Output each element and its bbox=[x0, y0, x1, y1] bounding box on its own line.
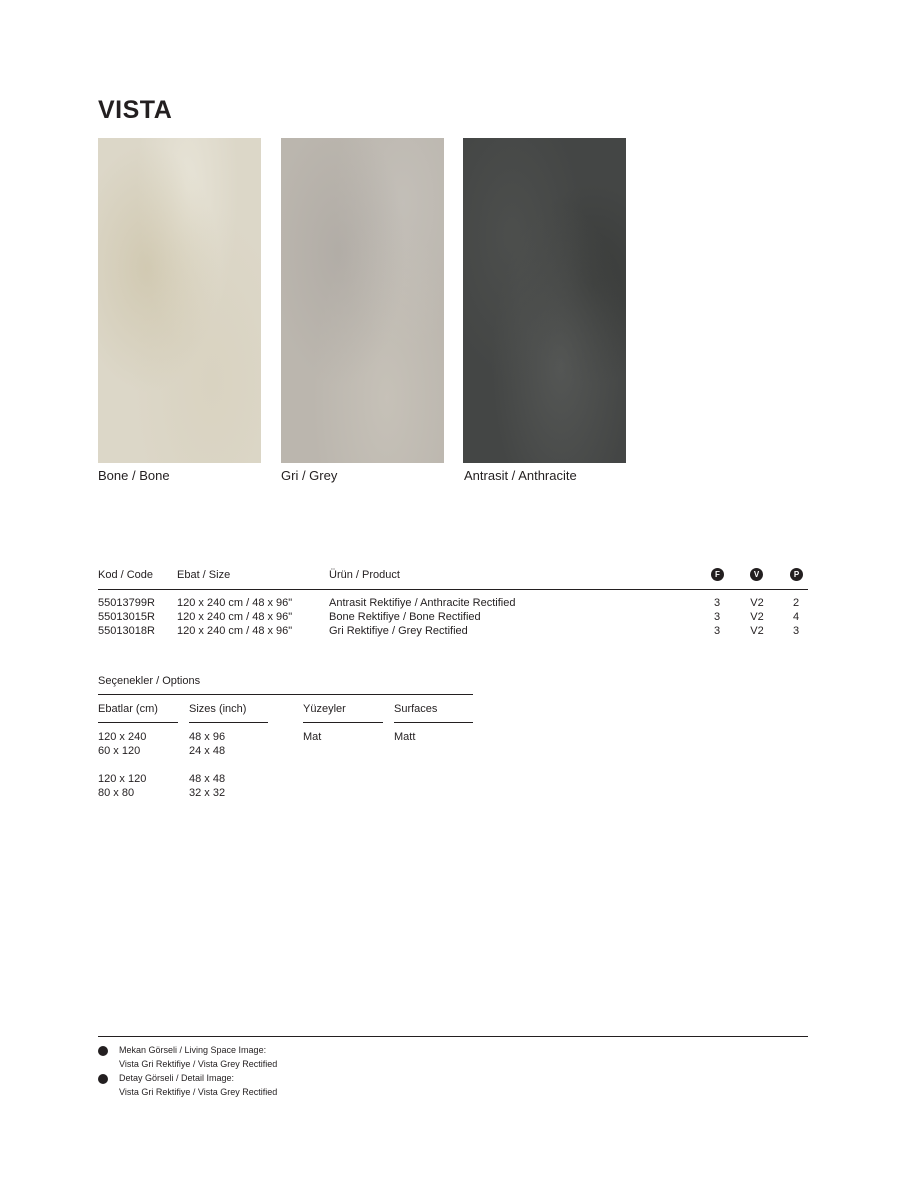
page-title: VISTA bbox=[98, 96, 173, 124]
row-size: 120 x 240 cm / 48 x 96" bbox=[177, 611, 293, 623]
row-code: 55013799R bbox=[98, 597, 155, 609]
swatch-grey bbox=[281, 138, 444, 463]
options-col-divider bbox=[98, 722, 178, 723]
option-size-cm: 120 x 240 bbox=[98, 731, 147, 743]
row-f: 3 bbox=[713, 597, 721, 609]
row-f: 3 bbox=[713, 611, 721, 623]
row-v: V2 bbox=[750, 625, 764, 637]
f-icon: F bbox=[711, 568, 724, 581]
row-p: 2 bbox=[792, 597, 800, 609]
row-code: 55013018R bbox=[98, 625, 155, 637]
row-v: V2 bbox=[750, 611, 764, 623]
p-icon: P bbox=[790, 568, 803, 581]
options-divider bbox=[98, 694, 473, 695]
row-v: V2 bbox=[750, 597, 764, 609]
detail-image-icon bbox=[98, 1074, 108, 1084]
row-p: 4 bbox=[792, 611, 800, 623]
option-size-inch: 32 x 32 bbox=[189, 787, 226, 799]
option-size-inch: 48 x 96 bbox=[189, 731, 226, 743]
row-product: Antrasit Rektifiye / Anthracite Rectified bbox=[329, 597, 516, 609]
options-title: Seçenekler / Options bbox=[98, 675, 201, 687]
living-space-icon bbox=[98, 1046, 108, 1056]
row-size: 120 x 240 cm / 48 x 96" bbox=[177, 597, 293, 609]
v-icon: V bbox=[750, 568, 763, 581]
header-product: Ürün / Product bbox=[329, 569, 400, 581]
row-product: Bone Rektifiye / Bone Rectified bbox=[329, 611, 481, 623]
option-size-inch: 24 x 48 bbox=[189, 745, 226, 757]
row-product: Gri Rektifiye / Grey Rectified bbox=[329, 625, 468, 637]
swatch-label-grey: Gri / Grey bbox=[281, 468, 338, 483]
table-header-divider bbox=[98, 589, 808, 590]
option-size-cm: 120 x 120 bbox=[98, 773, 147, 785]
row-code: 55013015R bbox=[98, 611, 155, 623]
options-header-sizes-cm: Ebatlar (cm) bbox=[98, 703, 158, 715]
header-code: Kod / Code bbox=[98, 569, 154, 581]
swatch-bone bbox=[98, 138, 261, 463]
footer-divider bbox=[98, 1036, 808, 1037]
option-surface-en: Matt bbox=[394, 731, 416, 743]
living-space-label: Mekan Görseli / Living Space Image: bbox=[119, 1045, 267, 1055]
living-space-value: Vista Gri Rektifiye / Vista Grey Rectified bbox=[119, 1059, 278, 1069]
option-surface-tr: Mat bbox=[303, 731, 322, 743]
options-col-divider bbox=[189, 722, 268, 723]
header-size: Ebat / Size bbox=[177, 569, 231, 581]
options-header-surfaces-en: Surfaces bbox=[394, 703, 438, 715]
option-size-inch: 48 x 48 bbox=[189, 773, 226, 785]
row-p: 3 bbox=[792, 625, 800, 637]
option-size-cm: 60 x 120 bbox=[98, 745, 141, 757]
options-col-divider bbox=[394, 722, 473, 723]
row-size: 120 x 240 cm / 48 x 96" bbox=[177, 625, 293, 637]
detail-image-value: Vista Gri Rektifiye / Vista Grey Rectified bbox=[119, 1087, 278, 1097]
option-size-cm: 80 x 80 bbox=[98, 787, 135, 799]
swatch-anthracite bbox=[463, 138, 626, 463]
swatch-label-anthracite: Antrasit / Anthracite bbox=[464, 468, 577, 483]
options-header-surfaces-tr: Yüzeyler bbox=[303, 703, 346, 715]
detail-image-label: Detay Görseli / Detail Image: bbox=[119, 1073, 235, 1083]
options-header-sizes-inch: Sizes (inch) bbox=[189, 703, 247, 715]
row-f: 3 bbox=[713, 625, 721, 637]
swatch-label-bone: Bone / Bone bbox=[98, 468, 170, 483]
options-col-divider bbox=[303, 722, 383, 723]
